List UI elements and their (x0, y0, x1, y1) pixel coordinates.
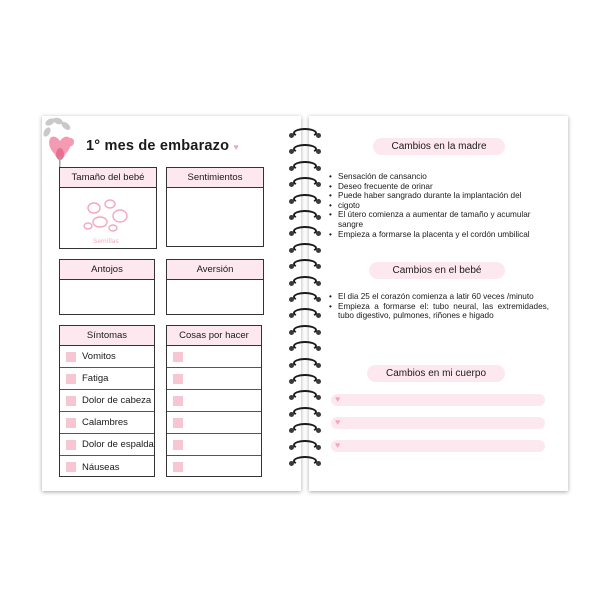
todo-box (166, 325, 262, 477)
spiral-ring (289, 456, 321, 466)
baby-changes-list (329, 292, 549, 321)
checkbox[interactable] (173, 396, 183, 406)
baby-size-box (59, 167, 157, 249)
body-changes-line[interactable] (331, 417, 545, 429)
fruit-caption: Semillas (93, 238, 119, 245)
spiral-ring (289, 374, 321, 384)
todo-item[interactable] (167, 390, 261, 412)
spiral-ring (289, 194, 321, 204)
spiral-ring (289, 423, 321, 433)
todo-item[interactable] (167, 346, 261, 368)
spiral-ring (289, 308, 321, 318)
spiral-ring (289, 407, 321, 417)
heart-icon: ♥ (335, 417, 341, 427)
aversion-box (166, 259, 264, 315)
spiral-ring (289, 276, 321, 286)
list-item: • Empieza a formarse el: tubo neural, las extremidades, tubo digestivo, pulmones, riñones e higado (329, 302, 549, 321)
spiral-ring (289, 259, 321, 269)
flower-decoration-icon (42, 116, 82, 168)
body-changes-line[interactable] (331, 440, 545, 452)
checkbox[interactable] (173, 352, 183, 362)
list-item: • El útero comienza a aumentar de tamaño y acumular sangre (329, 210, 549, 229)
heart-icon: ♥ (335, 440, 341, 450)
cravings-box (59, 259, 155, 315)
spiral-ring (289, 226, 321, 236)
mother-changes-list (329, 172, 549, 239)
list-item: • Puede haber sangrado durante la implantación del (329, 191, 549, 201)
list-item: • Sensación de cansancio (329, 172, 549, 182)
checkbox[interactable] (66, 440, 76, 450)
symptom-item[interactable] (60, 368, 154, 390)
spiral-binding (289, 128, 321, 478)
checkbox[interactable] (66, 374, 76, 384)
checkbox[interactable] (66, 462, 76, 472)
page-title (86, 138, 239, 154)
heart-icon: ♥ (335, 394, 341, 404)
spiral-ring (289, 440, 321, 450)
feelings-box (166, 167, 264, 247)
spiral-ring (289, 128, 321, 138)
baby-size-label: Tamaño del bebé (60, 168, 156, 188)
heart-icon: ♥ (233, 142, 239, 152)
symptom-item[interactable] (60, 346, 154, 368)
symptom-label: Vomitos (82, 351, 116, 362)
spiral-ring (289, 390, 321, 400)
feelings-label: Sentimientos (167, 168, 263, 188)
todo-label: Cosas por hacer (167, 326, 261, 346)
symptom-label: Fatiga (82, 373, 109, 384)
todo-item[interactable] (167, 456, 261, 478)
spiral-ring (289, 144, 321, 154)
symptom-label: Dolor de espalda (82, 439, 154, 450)
checkbox[interactable] (173, 418, 183, 428)
list-item: • cigoto (329, 201, 549, 211)
aversion-label: Aversión (167, 260, 263, 280)
symptom-label: Calambres (82, 417, 128, 428)
body-changes-heading: Cambios en mi cuerpo (367, 365, 505, 382)
checkbox[interactable] (173, 462, 183, 472)
spiral-ring (289, 358, 321, 368)
left-page (42, 116, 301, 491)
checkbox[interactable] (173, 374, 183, 384)
symptoms-label: Síntomas (60, 326, 154, 346)
spiral-ring (289, 341, 321, 351)
list-item: • Deseo frecuente de orinar (329, 182, 549, 192)
symptom-item[interactable] (60, 390, 154, 412)
checkbox[interactable] (66, 352, 76, 362)
symptom-item[interactable] (60, 434, 154, 456)
right-page (309, 116, 568, 491)
spiral-ring (289, 177, 321, 187)
month-title: 1° mes de embarazo (86, 138, 230, 154)
spiral-ring (289, 161, 321, 171)
todo-item[interactable] (167, 368, 261, 390)
spiral-ring (289, 243, 321, 253)
symptom-item[interactable] (60, 456, 154, 478)
body-changes-line[interactable] (331, 394, 545, 406)
symptoms-box (59, 325, 155, 477)
todo-item[interactable] (167, 434, 261, 456)
checkbox[interactable] (66, 418, 76, 428)
mother-changes-heading: Cambios en la madre (373, 138, 505, 155)
todo-item[interactable] (167, 412, 261, 434)
spiral-ring (289, 325, 321, 335)
symptom-item[interactable] (60, 412, 154, 434)
checkbox[interactable] (173, 440, 183, 450)
checkbox[interactable] (66, 396, 76, 406)
cravings-label: Antojos (60, 260, 154, 280)
list-item: • Empieza a formarse la placenta y el cordón umbilical (329, 230, 549, 240)
baby-changes-heading: Cambios en el bebé (369, 262, 505, 279)
symptom-label: Náuseas (82, 461, 120, 473)
symptom-label: Dolor de cabeza (82, 395, 152, 406)
spiral-ring (289, 210, 321, 220)
list-item: • El dia 25 el corazón comienza a latir 60 veces /minuto (329, 292, 549, 302)
seeds-icon (80, 194, 132, 238)
spiral-ring (289, 292, 321, 302)
